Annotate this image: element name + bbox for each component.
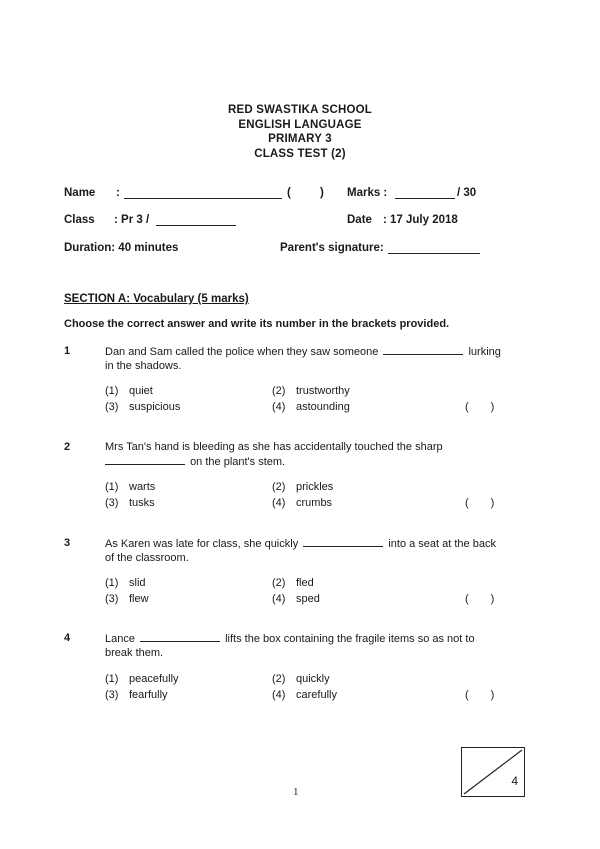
q3-option-4 bbox=[272, 593, 320, 605]
register-open-paren: ( bbox=[287, 187, 291, 199]
score-box-diagonal bbox=[462, 748, 524, 796]
q1-option-1 bbox=[105, 385, 153, 397]
q2-option-2-text: prickles bbox=[296, 481, 334, 493]
q2-option-1 bbox=[105, 481, 155, 493]
q4-option-2-num: (2) bbox=[272, 673, 286, 685]
q3-option-1-text: slid bbox=[129, 577, 146, 589]
register-close-paren: ) bbox=[320, 187, 324, 199]
question-3-line2: of the classroom. bbox=[105, 552, 189, 564]
q4-option-3-text: fearfully bbox=[129, 689, 168, 701]
date-value: : 17 July 2018 bbox=[383, 214, 458, 226]
q3-option-3 bbox=[105, 593, 149, 605]
q3-option-4-text: sped bbox=[296, 593, 320, 605]
question-1-stem-end: lurking bbox=[468, 346, 501, 358]
level-name: PRIMARY 3 bbox=[268, 133, 332, 145]
question-1-blank bbox=[383, 344, 463, 355]
q2-option-4-text: crumbs bbox=[296, 497, 333, 509]
question-4-number: 4 bbox=[64, 632, 71, 644]
q3-option-3-text: flew bbox=[129, 593, 149, 605]
marks-field[interactable] bbox=[395, 187, 455, 199]
section-title: SECTION A: Vocabulary (5 marks) bbox=[64, 293, 249, 305]
q2-option-3 bbox=[105, 497, 155, 509]
question-4-stem: Lance bbox=[105, 633, 135, 645]
q3-option-2-num: (2) bbox=[272, 577, 286, 589]
q3-option-3-num: (3) bbox=[105, 593, 119, 605]
duration: Duration: 40 minutes bbox=[64, 242, 179, 254]
q2-option-1-text: warts bbox=[129, 481, 156, 493]
class-value: : Pr 3 / bbox=[114, 214, 150, 226]
question-2-blank bbox=[105, 454, 185, 465]
name-field[interactable] bbox=[124, 187, 282, 199]
q4-option-1 bbox=[105, 673, 179, 685]
question-3-blank bbox=[303, 536, 383, 547]
parent-signature-field[interactable] bbox=[388, 242, 480, 254]
parent-signature-label: Parent's signature: bbox=[280, 242, 384, 254]
q1-option-4 bbox=[272, 401, 350, 413]
q1-option-1-text: quiet bbox=[129, 385, 153, 397]
score-box bbox=[461, 747, 525, 797]
q1-answer-brackets[interactable] bbox=[465, 401, 494, 413]
q4-option-3 bbox=[105, 689, 168, 701]
q1-bracket-close: ) bbox=[490, 401, 495, 413]
question-2-line2: on the plant's stem. bbox=[190, 456, 286, 468]
class-label: Class bbox=[64, 214, 95, 226]
question-3-number: 3 bbox=[64, 537, 71, 549]
score-box-total: 4 bbox=[511, 774, 518, 788]
q2-bracket-close: ) bbox=[490, 497, 495, 509]
q1-option-3 bbox=[105, 401, 180, 413]
q2-option-1-num: (1) bbox=[105, 481, 119, 493]
q1-option-4-text: astounding bbox=[296, 401, 350, 413]
marks-total: / 30 bbox=[457, 187, 477, 199]
q1-option-3-num: (3) bbox=[105, 401, 119, 413]
q3-option-2 bbox=[272, 577, 314, 589]
q4-option-4 bbox=[272, 689, 337, 701]
q1-option-1-num: (1) bbox=[105, 385, 119, 397]
q4-option-2-text: quickly bbox=[296, 673, 330, 685]
question-1-stem: Dan and Sam called the police when they saw someone bbox=[105, 346, 379, 358]
date-label: Date bbox=[347, 214, 372, 226]
q4-bracket-open: ( bbox=[465, 689, 469, 701]
question-1-text bbox=[105, 344, 525, 373]
q4-option-2 bbox=[272, 673, 330, 685]
test-name: CLASS TEST (2) bbox=[254, 147, 346, 160]
question-3-text bbox=[105, 536, 525, 565]
page-number: 1 bbox=[293, 786, 299, 798]
q4-bracket-close: ) bbox=[490, 689, 495, 701]
question-4-text bbox=[105, 631, 525, 660]
question-1-line2: in the shadows. bbox=[105, 360, 182, 372]
q1-bracket-open: ( bbox=[465, 401, 469, 413]
subject-name: ENGLISH LANGUAGE bbox=[238, 118, 362, 131]
q1-option-4-num: (4) bbox=[272, 401, 286, 413]
question-4-stem-end: lifts the box containing the fragile items so as not to bbox=[225, 633, 475, 645]
q3-bracket-open: ( bbox=[465, 593, 469, 605]
q2-option-3-num: (3) bbox=[105, 497, 119, 509]
q1-option-2-text: trustworthy bbox=[296, 385, 350, 397]
q1-option-3-text: suspicious bbox=[129, 401, 181, 413]
question-3-stem: As Karen was late for class, she quickly bbox=[105, 538, 299, 550]
school-name: RED SWASTIKA SCHOOL bbox=[228, 104, 372, 116]
section-instruction: Choose the correct answer and write its number in the brackets provided. bbox=[64, 318, 450, 330]
q3-option-1-num: (1) bbox=[105, 577, 119, 589]
marks-label: Marks : bbox=[347, 187, 388, 199]
q3-bracket-close: ) bbox=[490, 593, 495, 605]
question-4-line2: break them. bbox=[105, 647, 164, 659]
name-colon: : bbox=[116, 187, 120, 199]
q4-answer-brackets[interactable] bbox=[465, 689, 494, 701]
q2-bracket-open: ( bbox=[465, 497, 469, 509]
q4-option-4-num: (4) bbox=[272, 689, 286, 701]
question-1-number: 1 bbox=[64, 345, 71, 357]
q3-option-1 bbox=[105, 577, 146, 589]
q2-option-3-text: tusks bbox=[129, 497, 155, 509]
q4-option-1-text: peacefully bbox=[129, 673, 179, 685]
name-label: Name bbox=[64, 187, 96, 199]
q1-option-2 bbox=[272, 385, 350, 397]
q4-option-3-num: (3) bbox=[105, 689, 119, 701]
question-2-number: 2 bbox=[64, 441, 71, 453]
q4-option-4-text: carefully bbox=[296, 689, 337, 701]
q4-option-1-num: (1) bbox=[105, 673, 119, 685]
question-3-stem-end: into a seat at the back bbox=[388, 538, 496, 550]
question-2-line1: Mrs Tan's hand is bleeding as she has accidentally touched the sharp bbox=[105, 441, 443, 453]
q2-answer-brackets[interactable] bbox=[465, 497, 494, 509]
q3-option-2-text: fled bbox=[296, 577, 314, 589]
question-4-blank bbox=[140, 631, 220, 642]
q3-option-4-num: (4) bbox=[272, 593, 286, 605]
class-field[interactable] bbox=[156, 214, 236, 226]
title-block bbox=[0, 103, 600, 161]
q2-option-2-num: (2) bbox=[272, 481, 286, 493]
q2-option-4 bbox=[272, 497, 332, 509]
q3-answer-brackets[interactable] bbox=[465, 593, 494, 605]
q1-option-2-num: (2) bbox=[272, 385, 286, 397]
q2-option-4-num: (4) bbox=[272, 497, 286, 509]
question-2-text bbox=[105, 440, 525, 469]
q2-option-2 bbox=[272, 481, 333, 493]
